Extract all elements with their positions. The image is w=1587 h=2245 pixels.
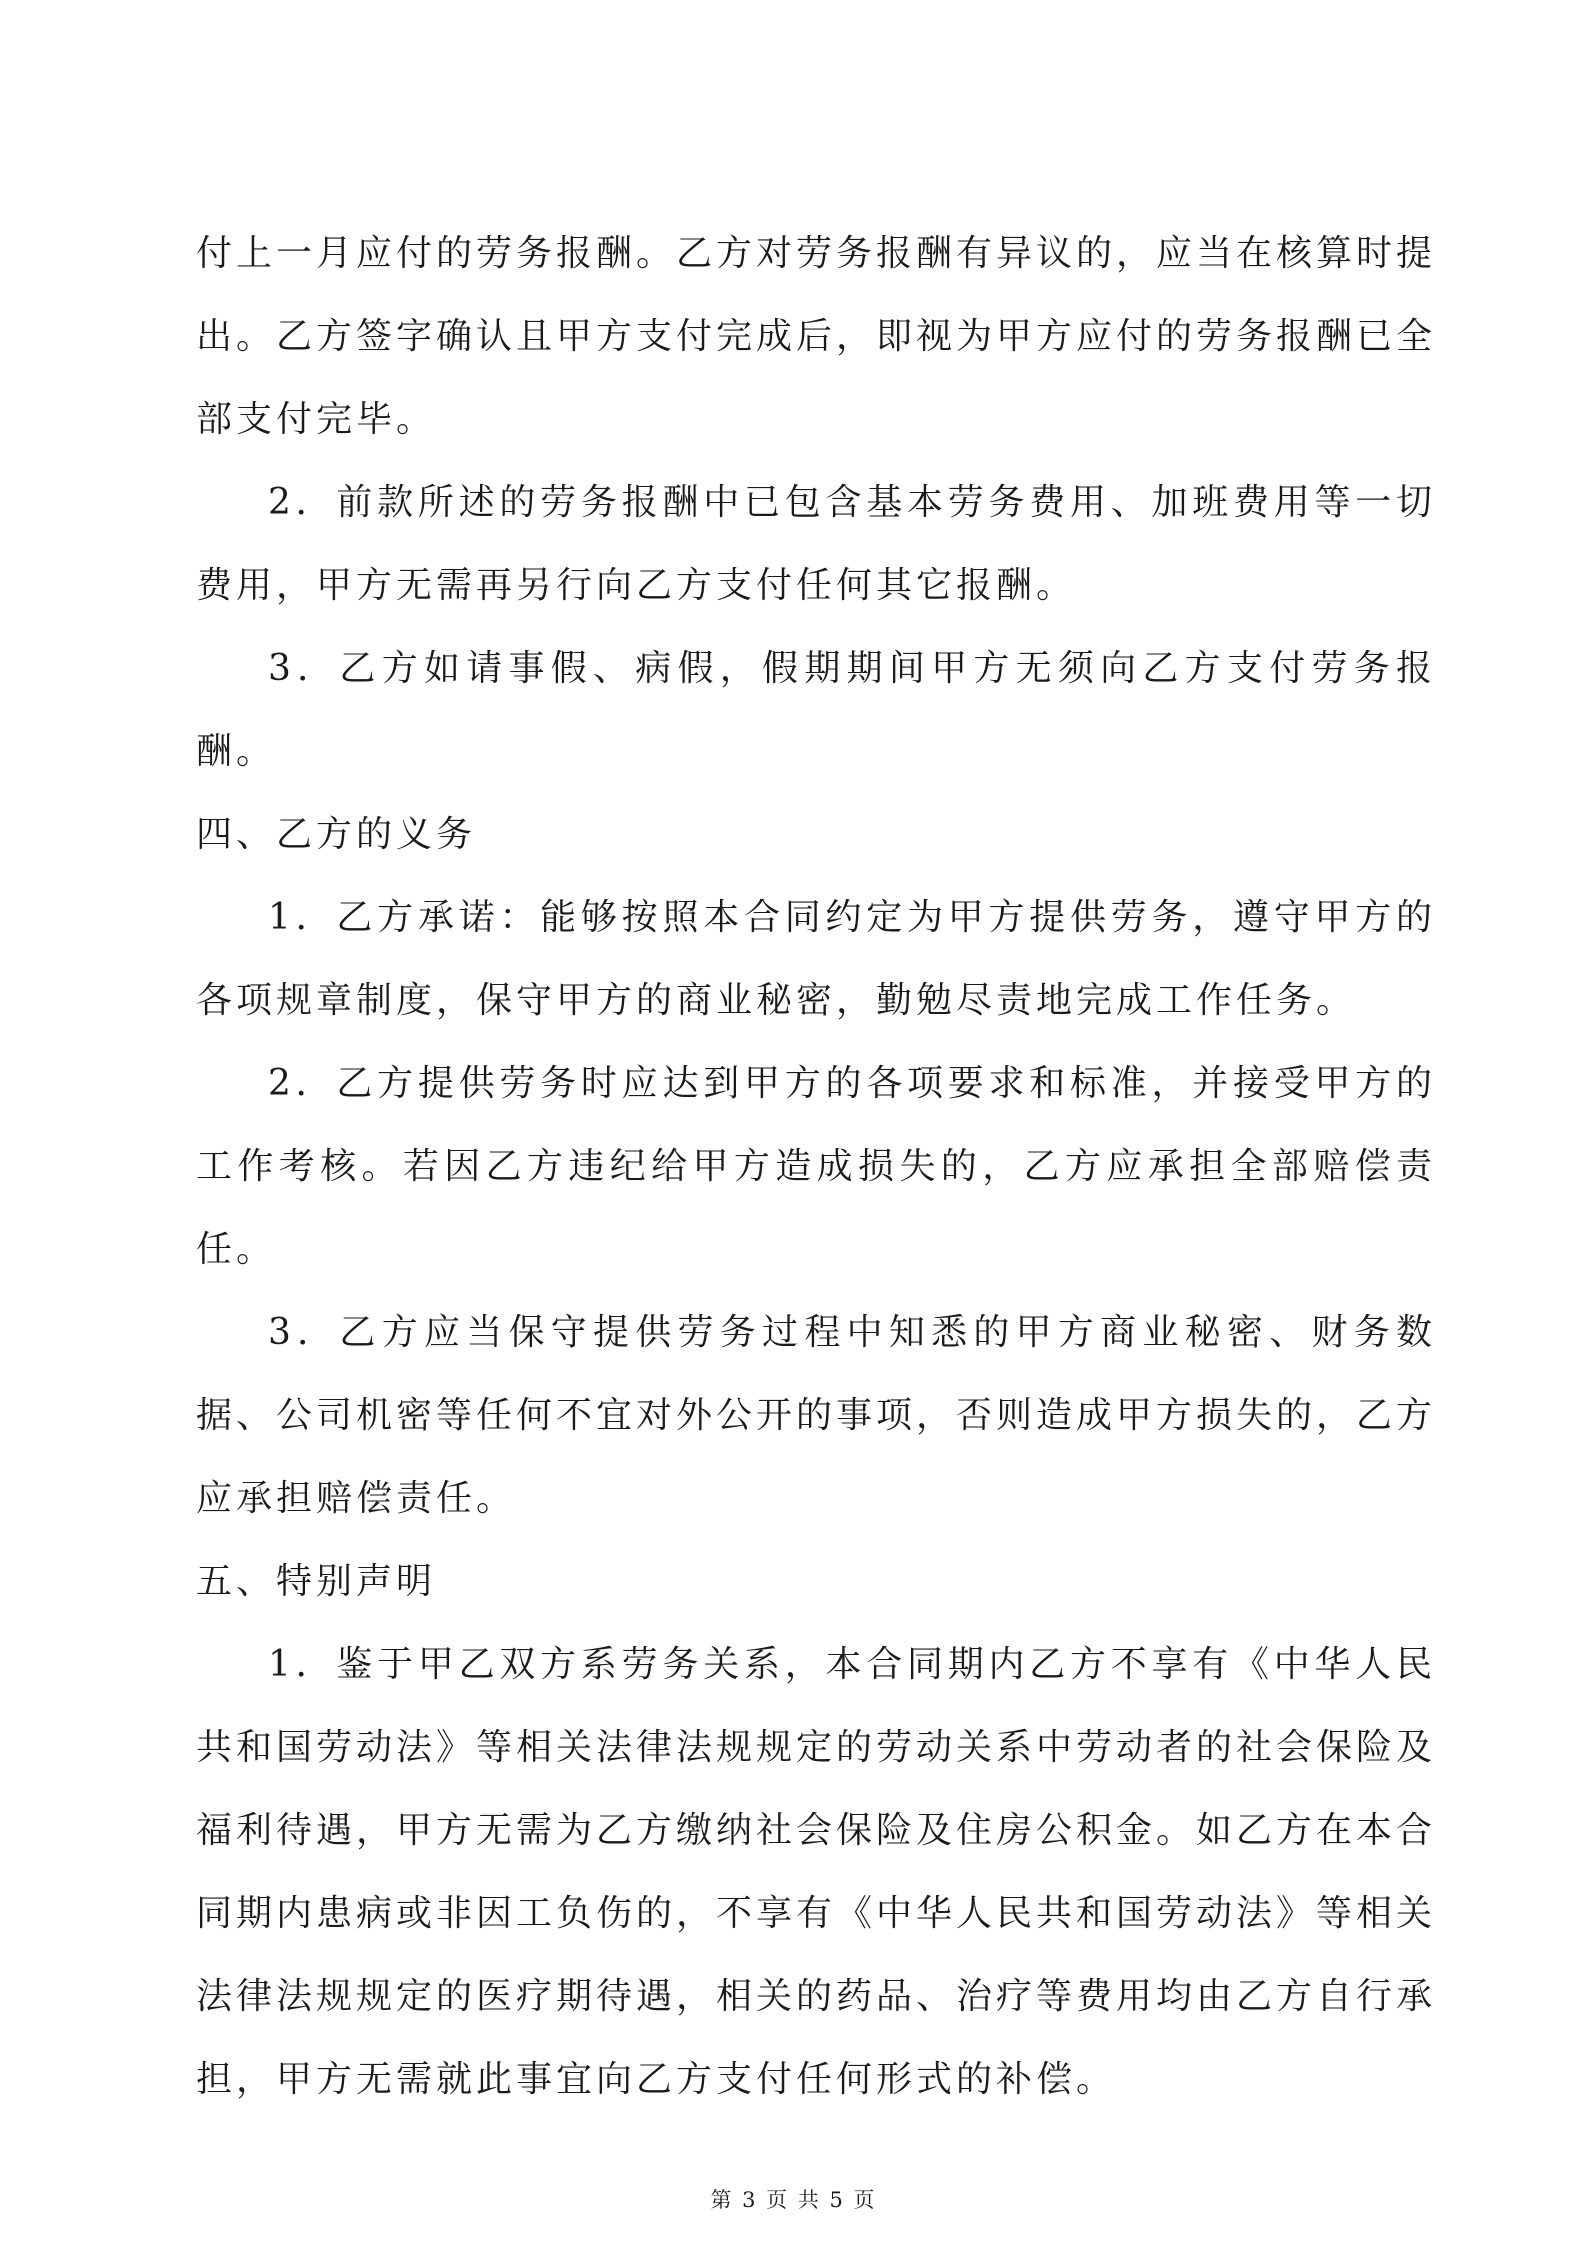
paragraph-leave-no-pay: 3．乙方如请事假、病假，假期期间甲方无须向乙方支付劳务报酬。: [196, 648, 1436, 772]
document-body: [196, 212, 1436, 2121]
paragraph-obligation-3: 3．乙方应当保守提供劳务过程中知悉的甲方商业秘密、财务数据、公司机密等任何不宜对外公开的事项，否则造成甲方损失的，乙方应承担赔偿责任。: [196, 1312, 1437, 1519]
paragraph-obligation-2: 2．乙方提供劳务时应达到甲方的各项要求和标准，并接受甲方的工作考核。若因乙方违纪给甲方造成损失的，乙方应承担全部赔偿责任。: [196, 1063, 1436, 1270]
paragraph-obligation-1: 1．乙方承诺：能够按照本合同约定为甲方提供劳务，遵守甲方的各项规章制度，保守甲方的商业秘密，勤勉尽责地完成工作任务。: [196, 897, 1436, 1021]
section-heading-obligations: 四、乙方的义务: [196, 814, 477, 855]
paragraph-continued-remuneration: 付上一月应付的劳务报酬。乙方对劳务报酬有异议的，应当在核算时提出。乙方签字确认且甲方支付完成后，即视为甲方应付的劳务报酬已全部支付完毕。: [196, 233, 1437, 440]
section-heading-special-statement: 五、特别声明: [196, 1561, 437, 1602]
paragraph-remuneration-includes: 2．前款所述的劳务报酬中已包含基本劳务费用、加班费用等一切费用，甲方无需再另行向乙方支付任何其它报酬。: [196, 482, 1436, 606]
paragraph-special-statement-1: 1．鉴于甲乙双方系劳务关系，本合同期内乙方不享有《中华人民共和国劳动法》等相关法律法规规定的劳动关系中劳动者的社会保险及福利待遇，甲方无需为乙方缴纳社会保险及住房公积金。如乙方在本合同期内患病或非因工负伤的，不享有《中华人民共和国劳动法》等相关法律法规规定的医疗期待遇，相关的药品、治疗等费用均由乙方自行承担，甲方无需就此事宜向乙方支付任何形式的补偿。: [196, 1644, 1437, 2100]
page-number-footer: 第 3 页 共 5 页: [710, 2188, 877, 2212]
